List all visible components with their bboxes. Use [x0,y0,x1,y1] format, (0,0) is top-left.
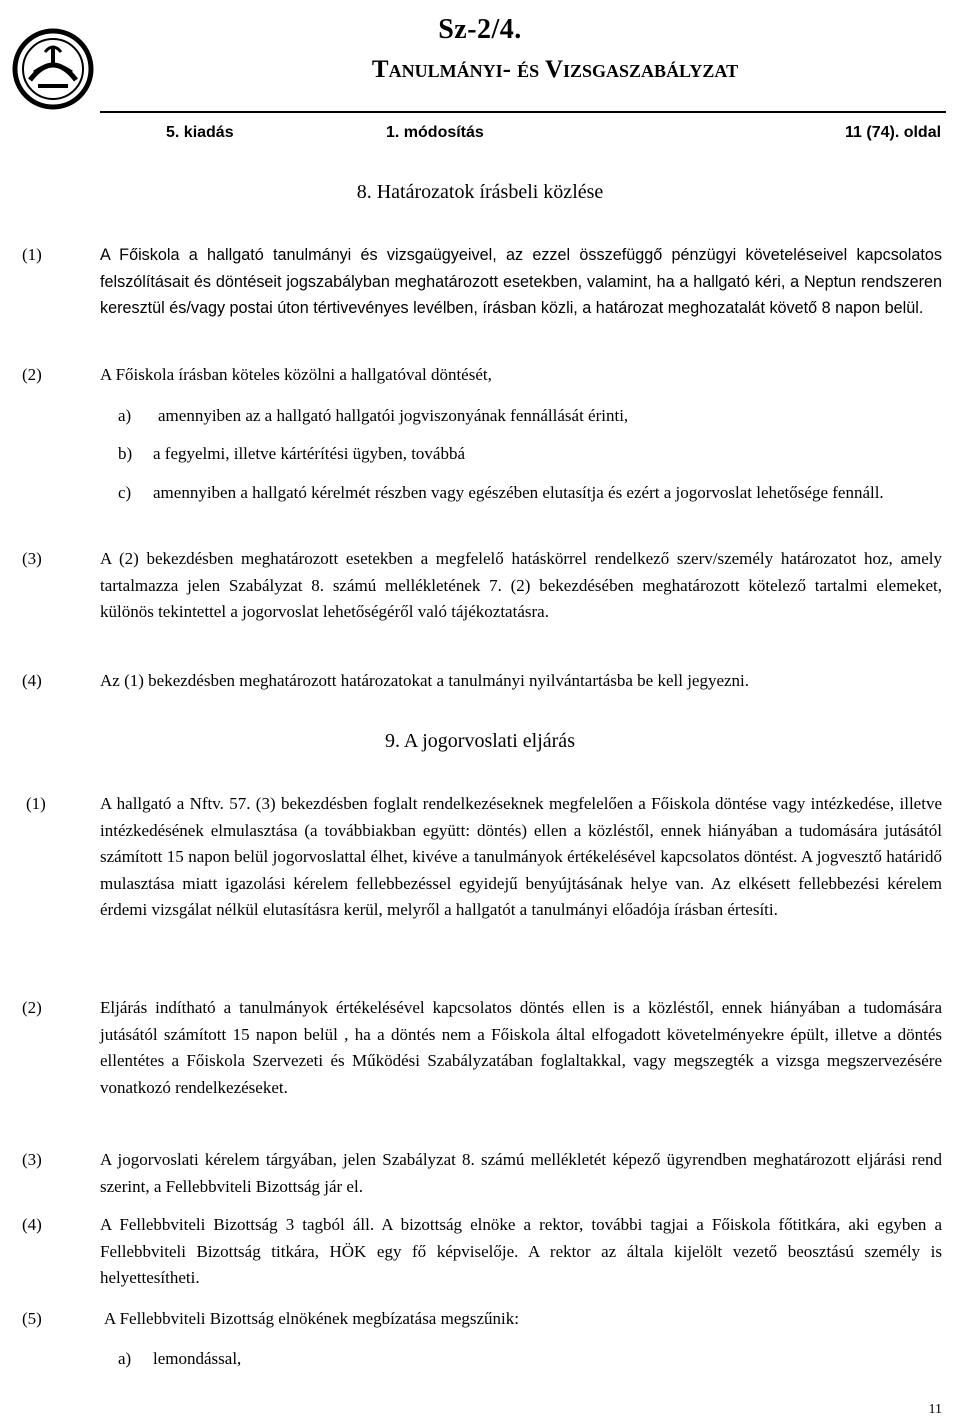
page-label: 11 (74). oldal [845,124,942,141]
s8-p3-text: A (2) bekezdésben meghatározott esetekben a megfelelő hatáskörrel rendelkező szerv/személy határozatot hoz, amely tartalmazza jelen Szabályzat 8. számú mellékletének 7. (2) bekezdésében meghatározott kötelező tartalmi elemeket, különös tekintettel a jogorvoslat lehetőségéről való tájékoztatásra. [100,549,942,621]
s9-p5-number: (5) [22,1309,42,1328]
modification-label: 1. módosítás [386,124,484,141]
list-item: amennyiben a hallgató kérelmét részben vagy egészében elutasítja és ezért a jogorvoslat lehetősége fennáll. [153,483,884,502]
document-code: Sz-2/4. [438,14,522,45]
s8-p3-number: (3) [22,549,42,568]
s9-p4-text: A Fellebbviteli Bizottság 3 tagból áll. A bizottság elnöke a rektor, további tagjai a Főiskola főtitkára, aki egyben a Fellebbviteli Bizottság titkára, HÖK egy fő képviselője. A rektor az általa kijelölt vezető beosztású személy is helyettesítheti. [100,1215,942,1287]
s8-p4-text: Az (1) bekezdésben meghatározott határozatokat a tanulmányi nyilvántartásba be kell jegyezni. [100,671,750,690]
list-item: amennyiben az a hallgató hallgatói jogviszonyának fennállását érinti, [158,406,629,425]
s9-p1-number: (1) [26,794,46,813]
s9-p2-number: (2) [22,998,42,1017]
s8-p1-number: (1) [22,245,42,264]
s8-p1-text: A Főiskola a hallgató tanulmányi és vizsgaügyeivel, az ezzel összefüggő pénzügyi követeléseivel kapcsolatos felszólításait és döntéseit jogszabályban meghatározott esetekben, valamint, ha a hallgató kéri, a Neptun rendszeren keresztül és/vagy postai úton tértivevényes levélben, írásban közli, a határozat meghozatalát követő 8 napon belül. [100,246,942,317]
s8-p2-text: A Főiskola írásban köteles közölni a hallgatóval döntését, [100,365,492,384]
list-item-letter: a) [118,406,132,425]
s9-p1-text: A hallgató a Nftv. 57. (3) bekezdésben foglalt rendelkezéseknek megfelelően a Főiskola döntése vagy intézkedése, illetve intézkedésének elmulasztása (a továbbiakban együtt: döntés) ellen a közléstől, ennek hiányában a tudomására jutásától számított 15 napon belül jogorvoslattal élhet, kivéve a tanulmányok értékelésével kapcsolatos döntést. A jogvesztő határidő mulasztása miatt igazolási kérelem fellebbezéssel egyidejű benyújtásának helye van. Az elkésett fellebbezési kérelem érdemi vizsgálat nélkül elutasításra kerül, melyről a hallgatót a tanulmányi előadója írásban értesíti. [100,794,942,919]
edition-label: 5. kiadás [166,124,234,141]
document-title: Tanulmányi- és Vizsgaszabályzat [371,56,739,83]
s8-p4-number: (4) [22,671,42,690]
s8-p2-number: (2) [22,365,42,384]
header-divider [100,111,946,113]
list-item-letter: a) [118,1349,132,1368]
s9-p3-number: (3) [22,1150,42,1169]
list-item-letter: b) [118,444,133,463]
s9-p2-text: Eljárás indítható a tanulmányok értékelésével kapcsolatos döntés ellen is a közléstől, ennek hiányában a tudomására jutásától számított 15 napon belül , ha a döntés nem a Főiskola által elfogadott követelményekre épült, illetve a döntés ellentétes a Főiskola Szervezeti és Működési Szabályzatában foglaltakkal, vagy megszegték a vizsga megszervezésére vonatkozó rendelkezéseket. [100,998,942,1097]
list-item-letter: c) [118,483,132,502]
page-number: 11 [928,1402,942,1417]
section-9-title: 9. A jogorvoslati eljárás [385,730,575,752]
s9-p4-number: (4) [22,1215,42,1234]
s9-p3-text: A jogorvoslati kérelem tárgyában, jelen Szabályzat 8. számú mellékletét képező ügyrendben meghatározott eljárási rend szerint, a Fellebbviteli Bizottság jár el. [100,1150,942,1196]
s9-p5-text: A Fellebbviteli Bizottság elnökének megbízatása megszűnik: [104,1309,519,1328]
list-item: lemondással, [153,1349,242,1368]
list-item: a fegyelmi, illetve kártérítési ügyben, továbbá [153,444,466,463]
section-8-title: 8. Határozatok írásbeli közlése [356,181,604,203]
